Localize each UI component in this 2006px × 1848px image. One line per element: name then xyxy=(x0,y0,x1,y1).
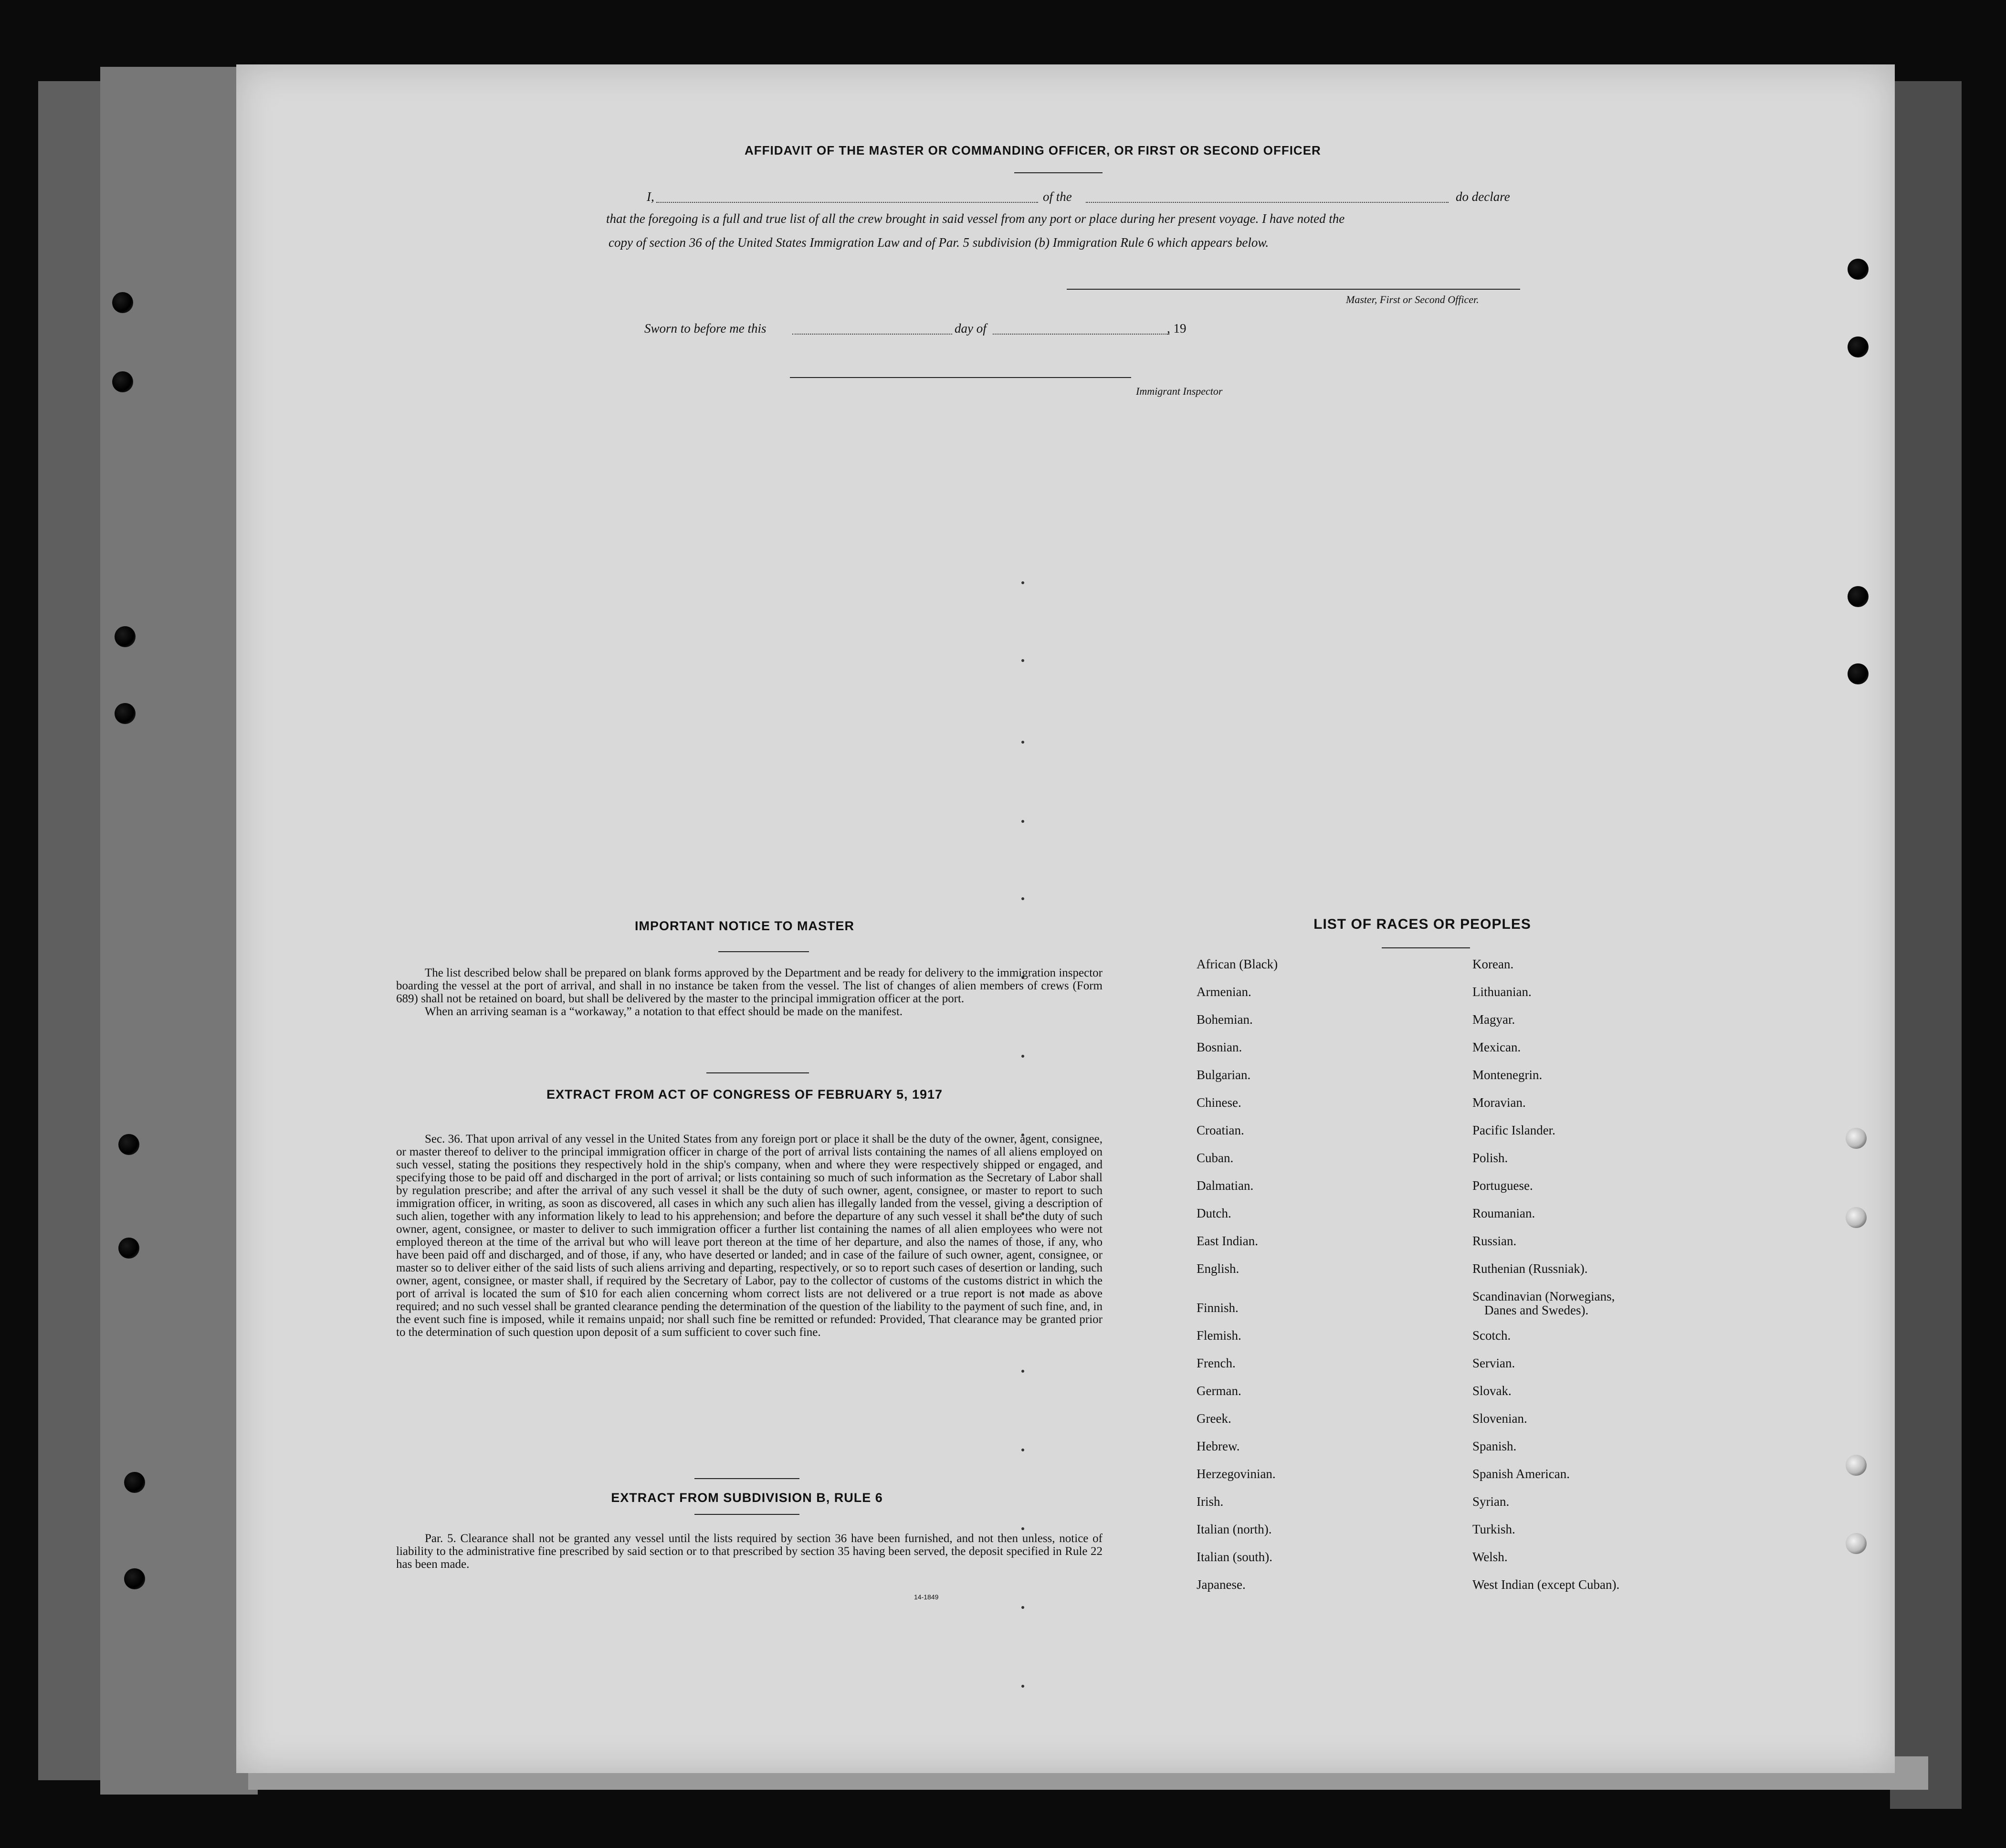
ruled-dot xyxy=(1021,659,1024,662)
notice-title: IMPORTANT NOTICE TO MASTER xyxy=(635,919,854,933)
binder-hole xyxy=(124,1472,145,1493)
binder-hole xyxy=(118,1238,139,1259)
race-item: Slovenian. xyxy=(1472,1411,1527,1426)
ruled-dot xyxy=(1021,1606,1024,1609)
inspector-signature-line[interactable] xyxy=(790,377,1131,378)
ruled-dot xyxy=(1021,1370,1024,1373)
notice-para-1: The list described below shall be prepared on blank forms approved by the Department and be ready for delivery to the immigration inspector boarding the vessel at the port of arrival, and shall in no instance be taken from the vessel. The list of changes of alien members of crews (Form 689) shall not be retained on board, but shall be delivered by the master to the principal immigration officer at the port. xyxy=(396,966,1103,1005)
race-item: Cuban. xyxy=(1197,1151,1234,1165)
race-item: Welsh. xyxy=(1472,1550,1508,1564)
notice-rule xyxy=(718,951,809,952)
race-item: Servian. xyxy=(1472,1356,1515,1370)
race-item: Danes and Swedes). xyxy=(1484,1303,1589,1317)
race-item: Spanish American. xyxy=(1472,1467,1570,1481)
race-item: Scandinavian (Norwegians, xyxy=(1472,1289,1615,1303)
race-item: Italian (south). xyxy=(1197,1550,1272,1564)
name-field[interactable] xyxy=(656,202,1038,203)
binder-hole xyxy=(1846,1533,1867,1554)
ruled-dot xyxy=(1021,1527,1024,1530)
race-item: German. xyxy=(1197,1384,1241,1398)
rule-title: EXTRACT FROM SUBDIVISION B, RULE 6 xyxy=(611,1491,883,1505)
binder-hole xyxy=(1846,1128,1867,1149)
race-item: Korean. xyxy=(1472,957,1514,971)
sworn-day-field[interactable] xyxy=(792,334,952,335)
race-item: French. xyxy=(1197,1356,1236,1370)
race-item: Scotch. xyxy=(1472,1328,1511,1343)
ruled-dot xyxy=(1021,581,1024,584)
race-item: Russian. xyxy=(1472,1234,1517,1248)
binder-hole xyxy=(1848,586,1869,607)
binder-hole xyxy=(115,703,136,724)
race-item: Italian (north). xyxy=(1197,1522,1272,1536)
race-item: Spanish. xyxy=(1472,1439,1517,1453)
sworn-text: Sworn to before me this xyxy=(644,321,767,336)
race-item: Lithuanian. xyxy=(1472,985,1532,999)
inspector-label: Immigrant Inspector xyxy=(1136,385,1223,397)
race-item: Hebrew. xyxy=(1197,1439,1240,1453)
ruled-dot xyxy=(1021,820,1024,823)
race-item: Herzegovinian. xyxy=(1197,1467,1276,1481)
binder-hole xyxy=(1848,336,1869,357)
master-signature-label: Master, First or Second Officer. xyxy=(1346,294,1479,305)
race-item: Croatian. xyxy=(1197,1123,1244,1137)
race-item: Bosnian. xyxy=(1197,1040,1242,1054)
race-item: Greek. xyxy=(1197,1411,1231,1426)
race-item: Finnish. xyxy=(1197,1301,1239,1315)
race-item: African (Black) xyxy=(1197,957,1278,971)
race-item: Armenian. xyxy=(1197,985,1251,999)
ruled-dot xyxy=(1021,897,1024,900)
day-of-text: day of xyxy=(955,321,987,336)
race-item: Bohemian. xyxy=(1197,1012,1253,1027)
affidavit-declare: do declare xyxy=(1456,189,1510,204)
race-item: Portuguese. xyxy=(1472,1178,1533,1193)
act-title: EXTRACT FROM ACT OF CONGRESS OF FEBRUARY 5, 1917 xyxy=(546,1087,943,1102)
race-item: Dalmatian. xyxy=(1197,1178,1254,1193)
race-item: Slovak. xyxy=(1472,1384,1512,1398)
sworn-month-field[interactable] xyxy=(993,334,1169,335)
affidavit-of-the: of the xyxy=(1043,189,1072,204)
document-page xyxy=(236,64,1895,1773)
race-item: Moravian. xyxy=(1472,1095,1526,1110)
affidavit-i: I, xyxy=(647,189,654,204)
races-rule xyxy=(1382,947,1470,948)
affidavit-line3: copy of section 36 of the United States Immigration Law and of Par. 5 subdivision (b) Immigration Rule 6 which appears below. xyxy=(609,235,1269,250)
race-item: Polish. xyxy=(1472,1151,1508,1165)
binder-hole xyxy=(112,292,133,313)
race-item: Bulgarian. xyxy=(1197,1068,1251,1082)
rule-separator xyxy=(694,1478,799,1479)
rule-body xyxy=(396,1532,1103,1571)
race-item: Pacific Islander. xyxy=(1472,1123,1555,1137)
race-item: Mexican. xyxy=(1472,1040,1521,1054)
ruled-dot xyxy=(1021,1685,1024,1688)
binder-hole xyxy=(1846,1455,1867,1476)
race-item: Syrian. xyxy=(1472,1494,1510,1509)
binder-hole xyxy=(1848,259,1869,280)
race-item: English. xyxy=(1197,1261,1239,1276)
race-item: Irish. xyxy=(1197,1494,1224,1509)
race-item: Roumanian. xyxy=(1472,1206,1535,1220)
binder-hole xyxy=(118,1134,139,1155)
notice-para-2: When an arriving seaman is a “workaway,” a notation to that effect should be made on the manifest. xyxy=(425,1005,903,1018)
act-body xyxy=(396,1133,1103,1339)
underlying-page-edge xyxy=(100,67,258,1795)
binder-hole xyxy=(112,371,133,392)
ruled-dot xyxy=(1021,1449,1024,1451)
act-text: Sec. 36. That upon arrival of any vessel in the United States from any foreign port or place it shall be the duty of the owner, agent, consignee, or master thereof to deliver to the principal immigration officer in charge of the port of arrival lists containing the names of all aliens employed on such vessel, stating the positions they respectively hold in the ship's company, when and where they were respectively shipped or engaged, and specifying those to be paid off and discharged in the port of arrival; or lists containing so much of such information as the Secretary of Labor shall by regulation prescribe; and after the arrival of any such vessel it shall be the duty of such owner, agent, consignee, or master to report to such immigration officer, in writing, as soon as discovered, all cases in which any such alien has illegally landed from the vessel, giving a description of such alien, together with any information likely to lead to his apprehension; and before the departure of any such vessel it shall be the duty of such owner, agent, consignee, or master to deliver to such immigration officer a further list containing the names of all alien employees who were not employed thereon at the time of the arrival but who will leave port thereon at the time of her departure, and also the names of those, if any, who have been paid off and discharged, and of those, if any, who have deserted or landed; and in case of the failure of such owner, agent, consignee, or master so to deliver either of the said lists of such aliens arriving and departing, respectively, or so to report such cases of desertion or landing, such owner, agent, consignee, or master shall, if required by the Secretary of Labor, pay to the collector of customs of the customs district in which the port of arrival is located the sum of $10 for each alien concerning whom correct lists are not delivered or a true report is not made as above required; and no such vessel shall be granted clearance pending the determination of the question of the liability to the payment of such fine, and, in the event such fine is imposed, while it remains unpaid; nor shall such fine be remitted or refunded: Provided, That clearance may be granted prior to the determination of such question upon deposit of a sum sufficient to cover such fine. xyxy=(396,1133,1103,1339)
notice-body xyxy=(396,966,1103,1018)
race-item: Montenegrin. xyxy=(1472,1068,1543,1082)
race-item: Turkish. xyxy=(1472,1522,1515,1536)
race-item: East Indian. xyxy=(1197,1234,1258,1248)
race-item: Magyar. xyxy=(1472,1012,1515,1027)
race-item: Dutch. xyxy=(1197,1206,1231,1220)
form-number: 14-1849 xyxy=(914,1593,939,1601)
year-text: , 19 xyxy=(1167,321,1187,336)
binder-hole xyxy=(1846,1207,1867,1228)
race-item: Japanese. xyxy=(1197,1577,1246,1592)
title-rule xyxy=(1014,172,1103,173)
ruled-dot xyxy=(1021,741,1024,744)
race-item: Chinese. xyxy=(1197,1095,1241,1110)
binder-hole xyxy=(115,626,136,647)
underlying-page-right xyxy=(1890,81,1962,1809)
races-title: LIST OF RACES OR PEOPLES xyxy=(1313,916,1531,932)
race-item: Ruthenian (Russniak). xyxy=(1472,1261,1588,1276)
notice-separator xyxy=(706,1072,809,1073)
rule-title-rule xyxy=(694,1514,799,1515)
affidavit-line2: that the foregoing is a full and true list of all the crew brought in said vessel from any port or place during her present voyage. I have noted the xyxy=(606,211,1345,226)
race-item: Flemish. xyxy=(1197,1328,1241,1343)
race-item: West Indian (except Cuban). xyxy=(1472,1577,1620,1592)
rule-text: Par. 5. Clearance shall not be granted any vessel until the lists required by section 36 have been furnished, and not then unless, notice of liability to the administrative fine prescribed by said section or to that prescribed by section 35 having been served, the deposit specified in Rule 22 has been made. xyxy=(396,1532,1103,1571)
master-signature-line[interactable] xyxy=(1067,289,1520,290)
ruled-dot xyxy=(1021,1055,1024,1058)
affidavit-title: AFFIDAVIT OF THE MASTER OR COMMANDING OFFICER, OR FIRST OR SECOND OFFICER xyxy=(745,143,1321,158)
binder-hole xyxy=(1848,663,1869,684)
vessel-field[interactable] xyxy=(1086,202,1449,203)
binder-hole xyxy=(124,1568,145,1589)
